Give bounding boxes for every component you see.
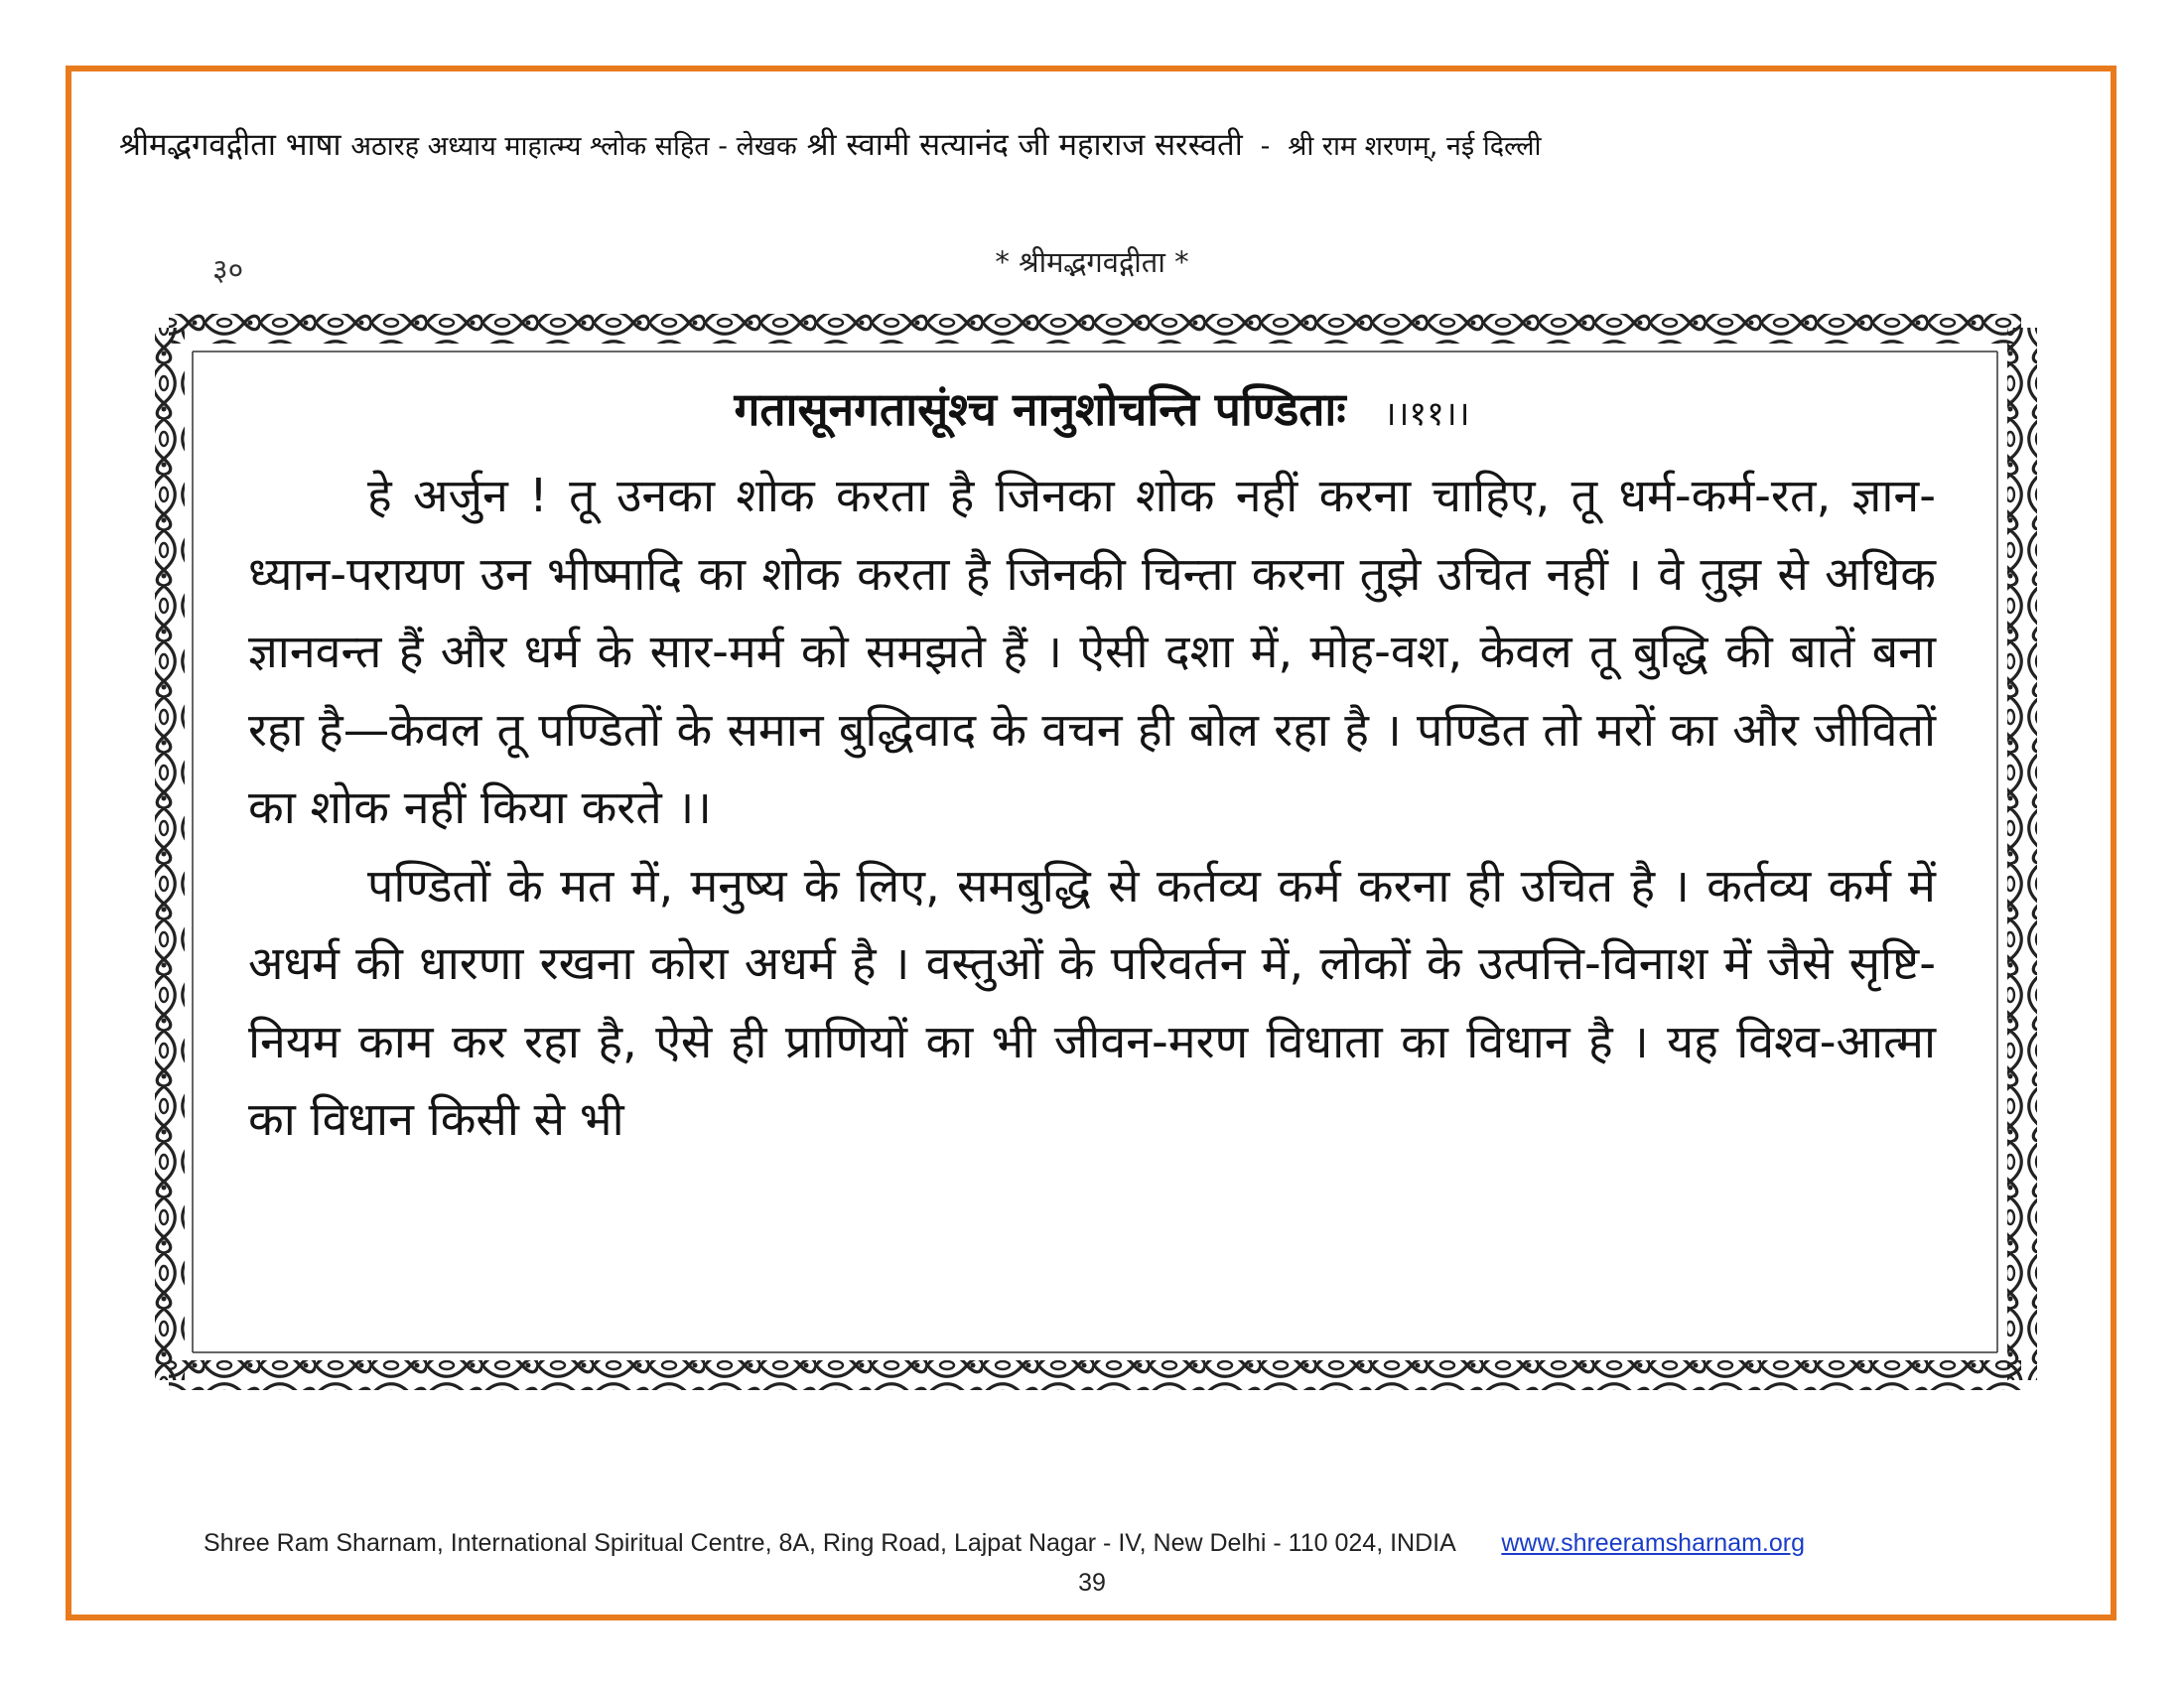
border-right [2007, 328, 2037, 1380]
book-page-number: ३० [212, 253, 244, 288]
website-link[interactable]: www.shreeramsharnam.org [1501, 1529, 1806, 1557]
border-bottom [169, 1360, 2021, 1390]
commentary-paragraph-2: पण्डितों के मत में, मनुष्य के लिए, समबुद्धि से कर्तव्य कर्म करना ही उचित है । कर्तव्य कर्म में अधर्म की धारणा रखना कोरा अधर्म है । वस्तुओं के परिवर्तन में, लोकों के उत्पत्ति-विनाश में जैसे सृष्टि-नियम काम कर रहा है, ऐसे ही प्राणियों का भी जीवन-मरण विधाता का विधान है । यह विश्व-आत्मा का विधान किसी से भी [248, 858, 1936, 1146]
footer-page-number: 39 [1078, 1569, 1106, 1597]
footer-address [204, 1529, 1990, 1558]
verse-number: ।।११।। [1383, 394, 1470, 434]
header-book-title: श्रीमद्भगवद्गीता भाषा [119, 127, 341, 163]
header-publisher: श्री राम शरणम्, नई दिल्ली [1288, 131, 1542, 162]
header-separator: - [1260, 131, 1271, 162]
verse-text: गतासूनगतासूंश्च नानुशोचन्ति पण्डिताः [734, 382, 1346, 436]
verse-line [258, 377, 1946, 439]
page-header [119, 115, 2065, 175]
running-head: * श्रीमद्भगवद्गीता * [995, 245, 1189, 279]
commentary-paragraph-1: हे अर्जुन ! तू उनका शोक करता है जिनका शोक नहीं करना चाहिए, तू धर्म-कर्म-रत, ज्ञान-ध्यान-परायण उन भीष्मादि का शोक करता है जिनकी चिन्ता करना तुझे उचित नहीं । वे तुझ से अधिक ज्ञानवन्त हैं और धर्म के सार-मर्म को समझते हैं । ऐसी दशा में, मोह-वश, केवल तू बुद्धि की बातें बना रहा है—केवल तू पण्डितों के समान बुद्धिवाद के वचन ही बोल रहा है । पण्डित तो मरों का और जीवितों का शोक नहीं किया करते ।। [248, 469, 1936, 834]
header-subtitle: अठारह अध्याय माहात्म्य श्लोक सहित - लेखक [350, 131, 797, 162]
commentary [248, 457, 1936, 1159]
header-author: श्री स्वामी सत्यानंद जी महाराज सरस्वती [806, 127, 1243, 163]
footer-address-text: Shree Ram Sharnam, International Spiritual Centre, 8A, Ring Road, Lajpat Nagar - IV, New Delhi - 110 024, INDIA [204, 1529, 1455, 1557]
border-left [155, 328, 185, 1380]
border-top [169, 314, 2021, 344]
